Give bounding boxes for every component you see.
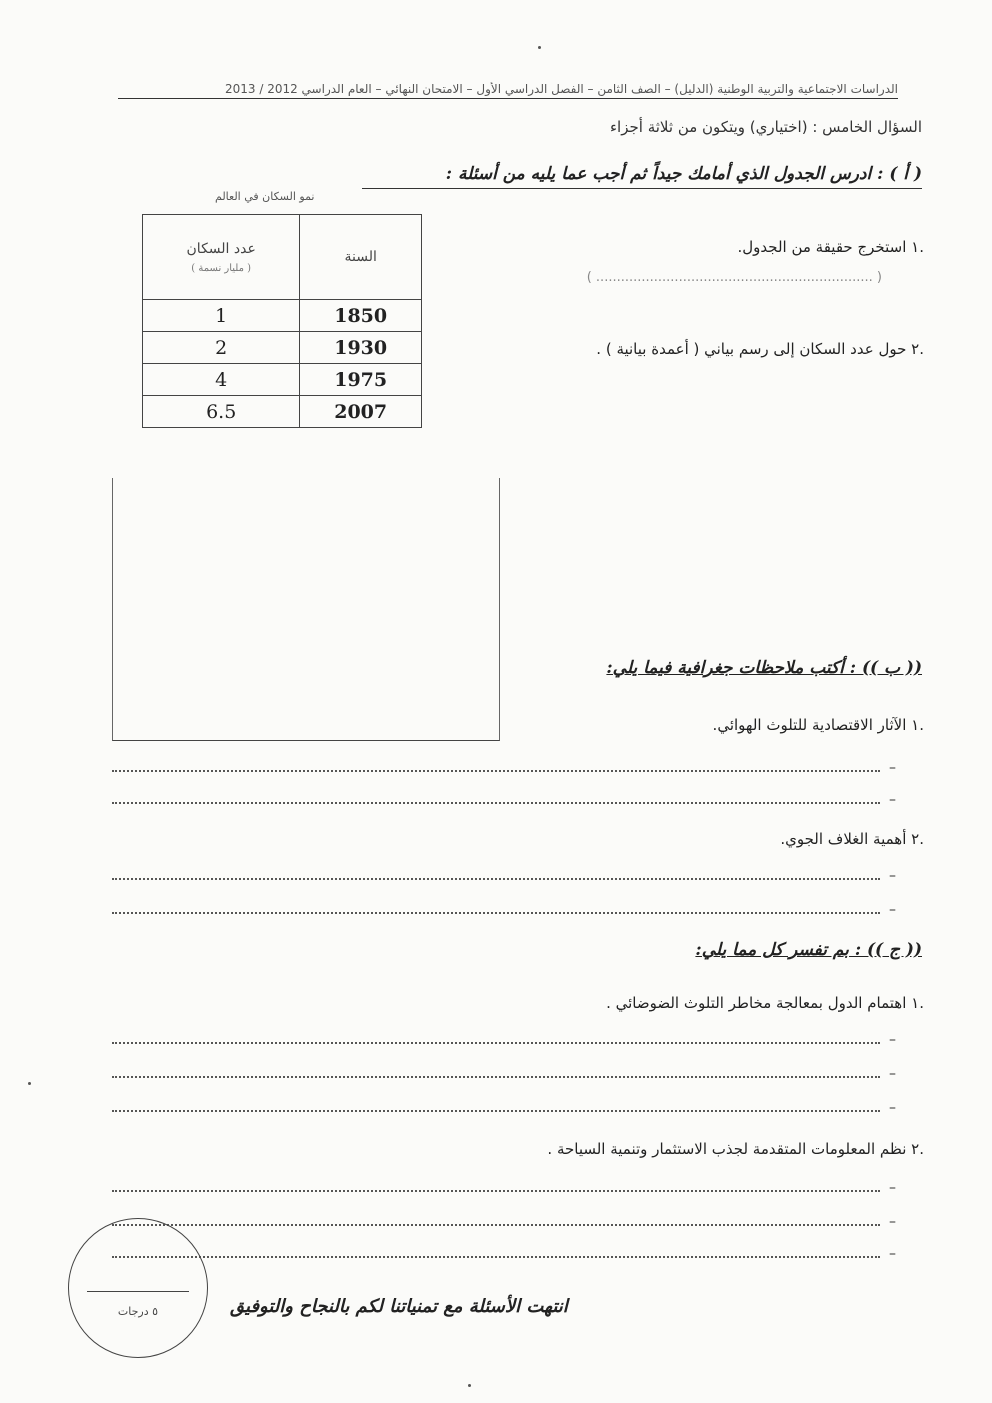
question-text: أهمية الغلاف الجوي. <box>780 830 907 848</box>
bar-chart-answer-area[interactable] <box>112 478 500 741</box>
answer-line[interactable] <box>112 1224 880 1226</box>
part-b-title: (( ب )) : أكتب ملاحظات جغرافية فيما يلي: <box>606 658 922 678</box>
answer-dash: – <box>889 792 896 808</box>
table-row <box>143 332 422 364</box>
question-five-title: السؤال الخامس : (اختياري) ويتكون من ثلاثة أجزاء <box>610 118 922 136</box>
question-text: حول عدد السكان إلى رسم بياني ( أعمدة بيانية ) . <box>596 340 907 358</box>
column-pop-unit: ( مليار نسمة ) <box>191 262 252 274</box>
year-cell: 1930 <box>300 332 422 364</box>
question-number: .٢ <box>911 340 924 358</box>
answer-dash: – <box>889 1180 896 1196</box>
column-pop-label: عدد السكان <box>186 240 256 257</box>
question-number: .١ <box>911 238 924 256</box>
answer-line[interactable] <box>112 1076 880 1078</box>
year-cell: 1850 <box>300 300 422 332</box>
answer-line[interactable] <box>112 1256 880 1258</box>
question-text: استخرج حقيقة من الجدول. <box>737 238 907 256</box>
answer-dash: – <box>889 760 896 776</box>
column-header-year: السنة <box>300 215 422 300</box>
scan-speck <box>538 46 541 49</box>
answer-dash: – <box>889 1214 896 1230</box>
table-row <box>143 364 422 396</box>
year-cell: 2007 <box>300 396 422 428</box>
part-a-title: ( أ ) : ادرس الجدول الذي أمامك جيداً ثم أجب عما يليه من أسئلة : <box>362 164 922 189</box>
part-a-question-2 <box>596 340 924 358</box>
question-number: .٢ <box>911 1140 924 1158</box>
question-text: اهتمام الدول بمعالجة مخاطر التلوث الضوضائي . <box>606 994 907 1012</box>
grade-label: ٥ درجات <box>117 1305 159 1318</box>
answer-dash: – <box>889 902 896 918</box>
answer-hint: ( ................................................................... ) <box>586 270 882 285</box>
answer-line[interactable] <box>112 878 880 880</box>
table-caption: نمو السكان في العالم <box>215 190 315 203</box>
answer-dash: – <box>889 868 896 884</box>
column-header-population <box>143 215 300 300</box>
question-number: .١ <box>911 716 924 734</box>
population-cell: 4 <box>143 364 300 396</box>
answer-line[interactable] <box>112 1110 880 1112</box>
scan-speck <box>28 1082 31 1085</box>
answer-line[interactable] <box>112 1190 880 1192</box>
scan-speck <box>468 1384 471 1387</box>
answer-dash: – <box>889 1032 896 1048</box>
part-c-title: (( ج )) : بم تفسر كل مما يلي: <box>695 940 922 960</box>
population-cell: 2 <box>143 332 300 364</box>
year-cell: 1975 <box>300 364 422 396</box>
table-row <box>143 300 422 332</box>
question-text: نظم المعلومات المتقدمة لجذب الاستثمار وتنمية السياحة . <box>547 1140 907 1158</box>
closing-message: انتهت الأسئلة مع تمنياتنا لكم بالنجاح والتوفيق <box>230 1296 568 1317</box>
grade-circle <box>68 1218 208 1358</box>
answer-dash: – <box>889 1066 896 1082</box>
exam-header: الدراسات الاجتماعية والتربية الوطنية (الدليل) – الصف الثامن – الفصل الدراسي الأول – الامتحان النهائي – العام الدراسي 2012 / 2013 <box>118 82 898 99</box>
answer-line[interactable] <box>112 802 880 804</box>
grade-divider <box>87 1291 189 1292</box>
question-text: الآثار الاقتصادية للتلوث الهوائي. <box>712 716 907 734</box>
answer-dash: – <box>889 1100 896 1116</box>
part-b-question-1 <box>713 716 924 734</box>
answer-line[interactable] <box>112 912 880 914</box>
table-row <box>143 396 422 428</box>
population-cell: 1 <box>143 300 300 332</box>
population-cell: 6.5 <box>143 396 300 428</box>
part-c-question-1 <box>606 994 924 1012</box>
question-number: .٢ <box>911 830 924 848</box>
question-number: .١ <box>911 994 924 1012</box>
population-table <box>142 214 422 428</box>
answer-line[interactable] <box>112 770 880 772</box>
part-c-question-2 <box>547 1140 924 1158</box>
part-b-question-2 <box>780 830 924 848</box>
part-a-question-1 <box>737 238 924 256</box>
answer-dash: – <box>889 1246 896 1262</box>
answer-line[interactable] <box>112 1042 880 1044</box>
